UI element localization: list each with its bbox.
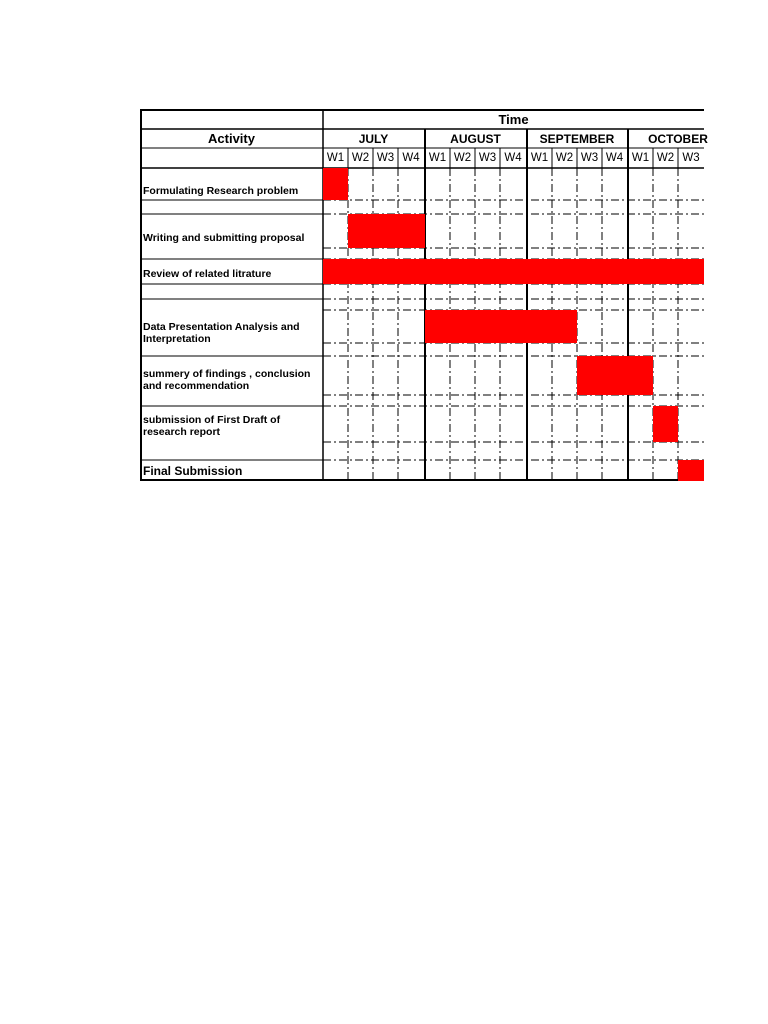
- week-header: W1: [326, 152, 345, 164]
- gantt-bar: [348, 214, 425, 248]
- week-header: W4: [504, 152, 522, 164]
- week-header: W1: [631, 152, 650, 164]
- week-header: W4: [605, 152, 624, 164]
- week-header: W4: [402, 152, 420, 164]
- gantt-bar: [653, 406, 678, 442]
- week-header: W2: [351, 152, 370, 164]
- week-header: W2: [555, 152, 574, 164]
- week-header: W1: [530, 152, 549, 164]
- week-header: W1: [428, 152, 447, 164]
- activity-label: summery of findings , conclusion and recommendation: [143, 368, 311, 392]
- month-august: AUGUST: [450, 131, 501, 146]
- gantt-bar: [323, 259, 704, 284]
- activity-label: submission of First Draft of research report: [143, 413, 281, 438]
- activity-label: Formulating Research problem: [143, 185, 299, 197]
- gantt-bar: [678, 460, 704, 481]
- gantt-bar: [577, 356, 653, 395]
- month-september: SEPTEMBER: [539, 131, 615, 146]
- gantt-bar: [323, 168, 348, 200]
- activity-header: Activity: [208, 131, 255, 146]
- time-header: Time: [498, 111, 529, 127]
- activity-label: Final Submission: [143, 464, 243, 478]
- month-july: JULY: [358, 131, 389, 146]
- week-header: W3: [478, 152, 497, 164]
- week-header: W3: [580, 152, 599, 164]
- week-header: W3: [682, 152, 700, 164]
- week-header: W2: [453, 152, 472, 164]
- gantt-chart: [140, 109, 708, 481]
- activity-label: Data Presentation Analysis and Interpretation: [143, 321, 300, 345]
- week-header: W3: [376, 152, 395, 164]
- month-october: OCTOBER: [648, 131, 708, 146]
- activity-label: Review of related litrature: [143, 268, 272, 280]
- gantt-bar: [425, 310, 577, 343]
- week-header: W2: [656, 152, 675, 164]
- activity-label: Writing and submitting proposal: [143, 232, 305, 244]
